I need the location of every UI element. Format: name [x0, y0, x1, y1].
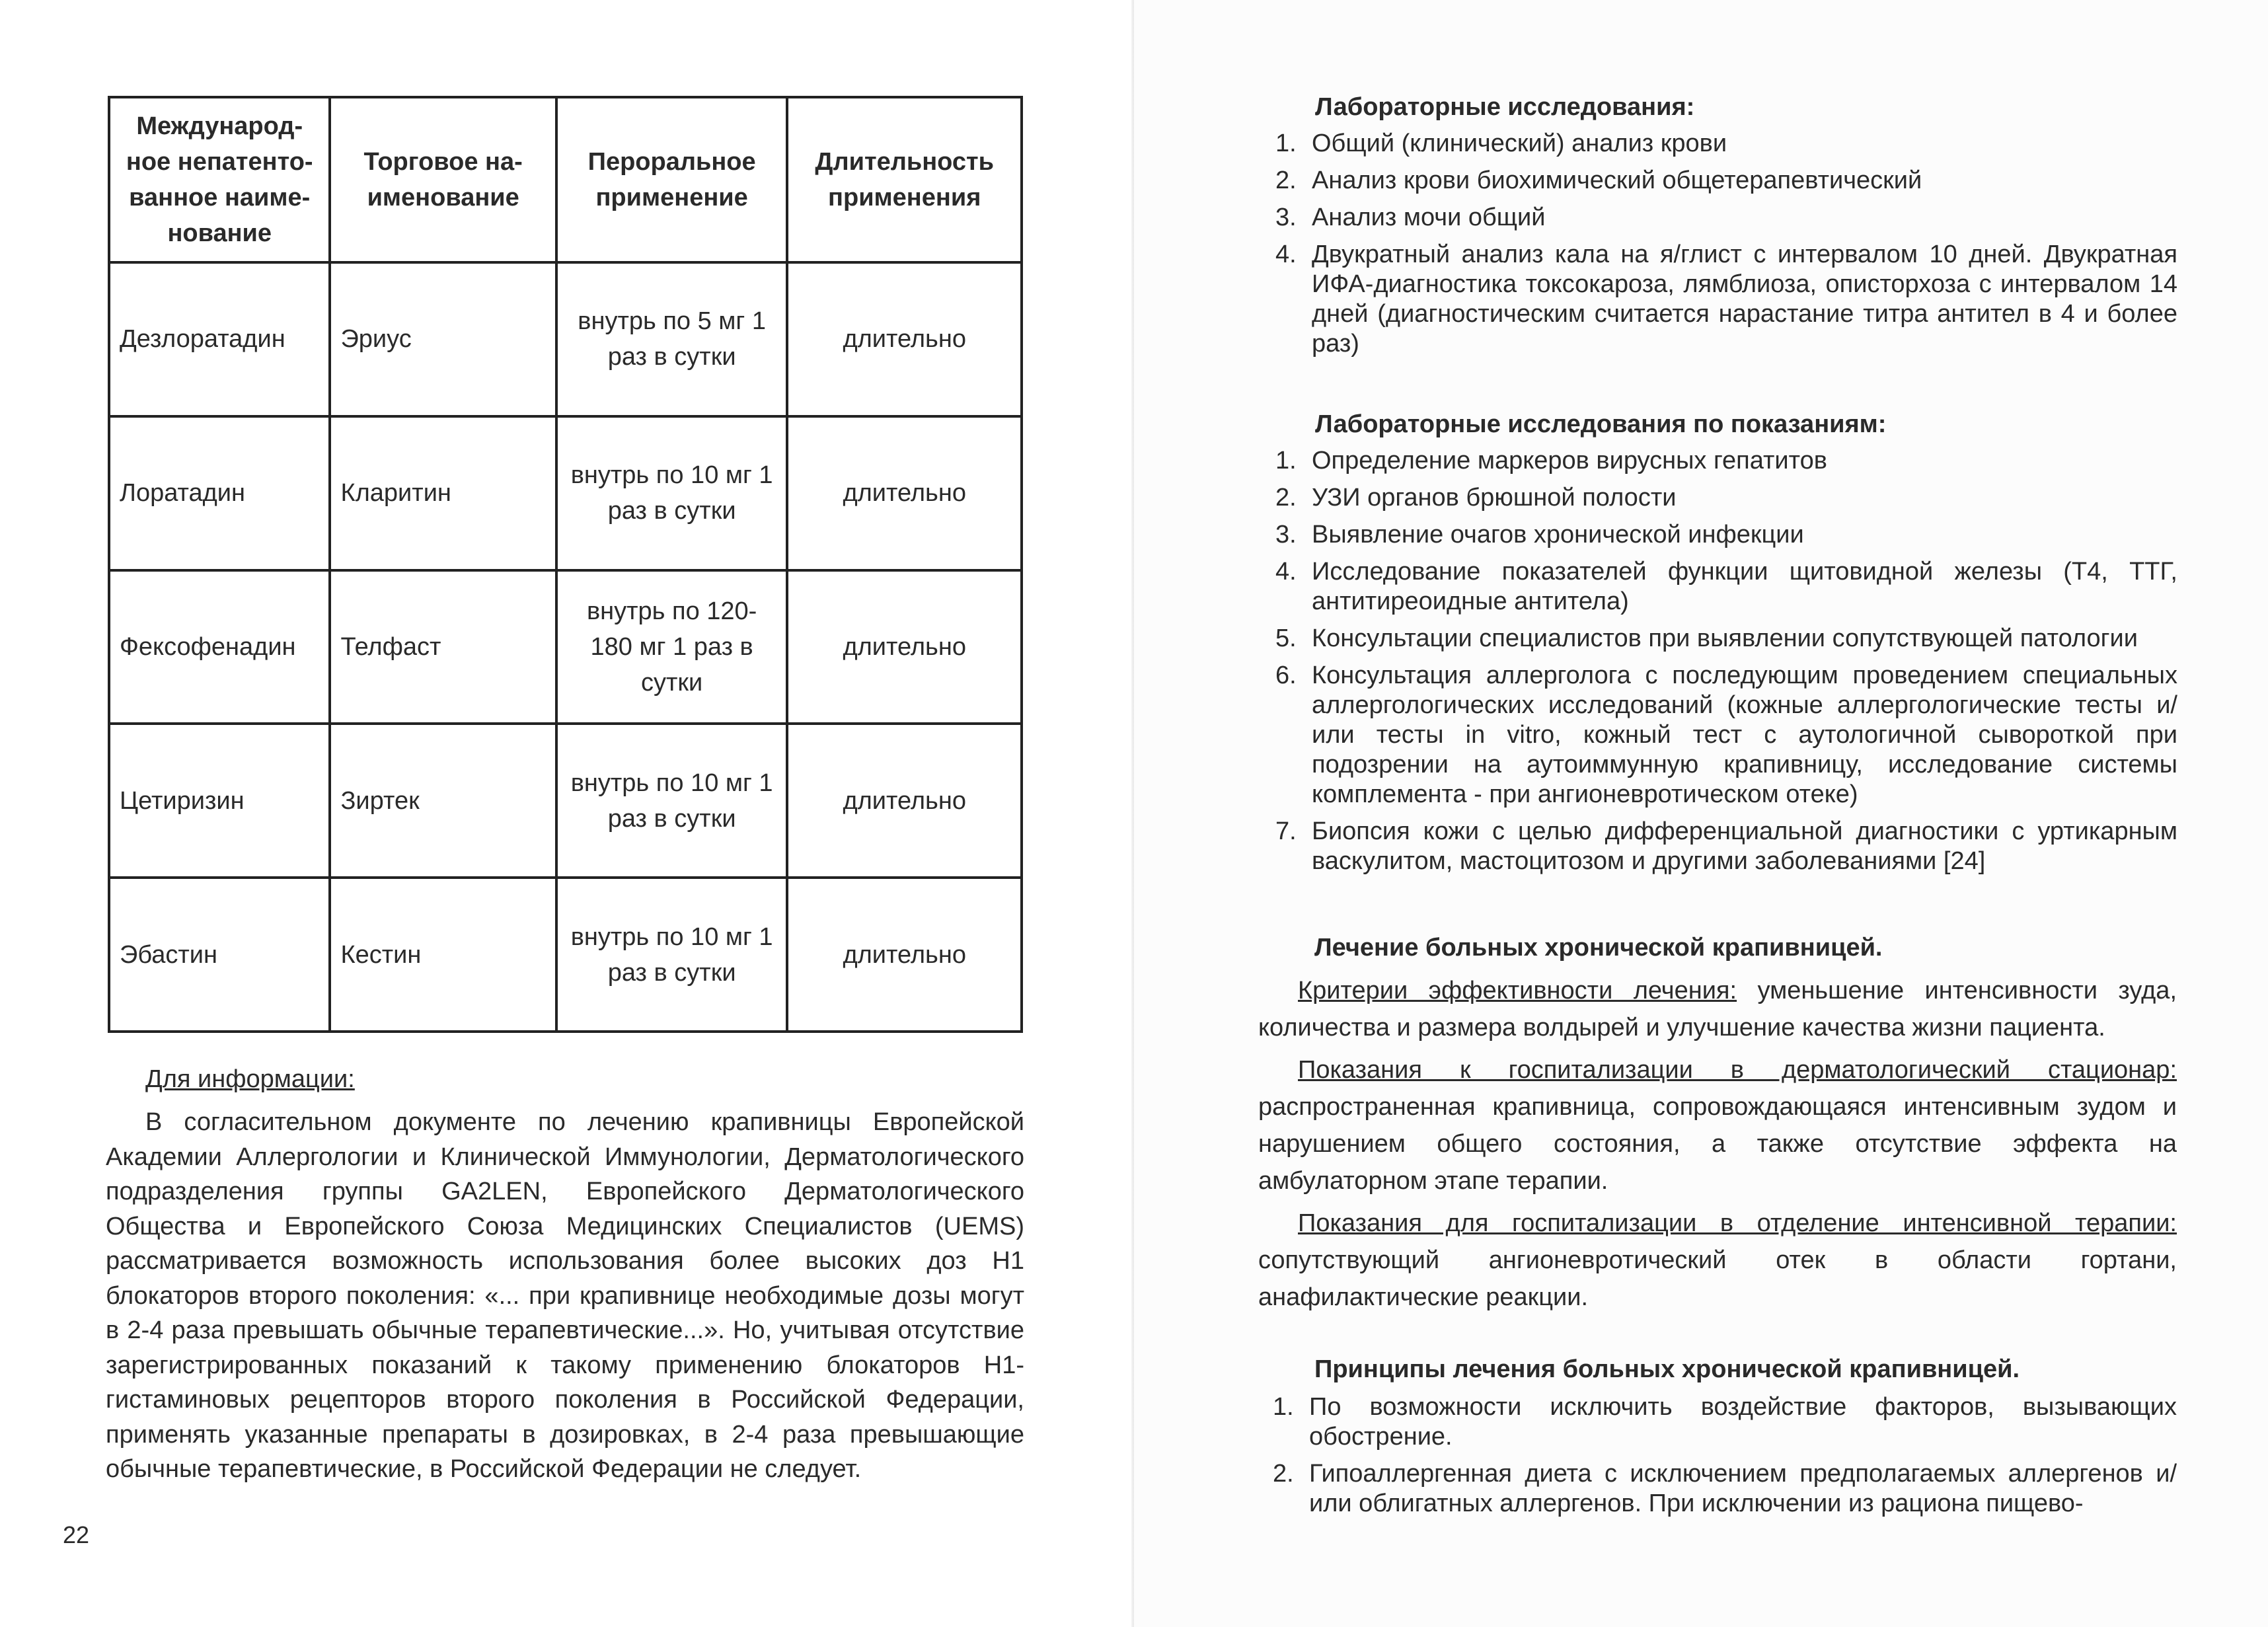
item-text: УЗИ органов брюшной полости [1312, 484, 1677, 511]
cell-duration: длительно [787, 262, 1022, 416]
table-row [109, 262, 1022, 416]
antihistamine-table [108, 96, 1023, 1033]
list-item [1275, 166, 2177, 196]
item-number: 7. [1275, 817, 1297, 845]
item-text: Выявление очагов хронической инфекции [1312, 521, 1804, 549]
item-number: 3. [1275, 204, 1297, 231]
item-text: Определение маркеров вирусных гепатитов [1312, 447, 1827, 474]
cell-oral: внутрь по 10 мг 1 раз в сутки [556, 724, 788, 878]
cell-duration: длительно [787, 724, 1022, 878]
item-text: Исследование показателей функции щитовидной железы (Т4, ТТГ, антитиреоидные антитела) [1312, 558, 2177, 615]
cell-duration: длительно [787, 878, 1022, 1032]
list-item [1275, 483, 2177, 513]
hospitalization-derm-label: Показания к госпитализации в дерматологический стационар: [1298, 1056, 2177, 1084]
cell-duration: длительно [787, 416, 1022, 570]
item-number: 6. [1275, 662, 1297, 689]
page-number-left: 22 [63, 1521, 90, 1548]
list-item [1275, 520, 2177, 550]
item-number: 2. [1275, 484, 1297, 511]
principles-section [1273, 1355, 2177, 1526]
item-text: Консультация аллерголога с последующим проведением специальных аллергологических исследований (кожные аллергологические тесты и/или тесты in vitro, кожный тест с аутологичной сывороткой при подозрении на аутоиммунную крапивницу, исследование системы комплемента - при ангионевротическом отеке) [1312, 662, 2177, 808]
hospitalization-derm-paragraph [1258, 1051, 2177, 1199]
treatment-title: Лечение больных хронической крапивницей. [1314, 934, 1883, 962]
item-number: 4. [1275, 558, 1297, 586]
list-item [1275, 817, 2177, 876]
list-item [1273, 1392, 2177, 1452]
list-item [1275, 446, 2177, 476]
item-number: 3. [1275, 521, 1297, 549]
principles-list [1273, 1392, 2177, 1519]
item-text: Гипоаллергенная диета с исключением предполагаемых аллергенов и/или облигатных аллергенов. При исключении из рациона пищево- [1309, 1460, 2177, 1517]
list-item [1275, 557, 2177, 617]
item-text: Анализ крови биохимический общетерапевтический [1312, 167, 1922, 194]
cell-trade: Кларитин [330, 416, 556, 570]
item-number: 2. [1273, 1460, 1294, 1488]
cell-oral: внутрь по 10 мг 1 раз в сутки [556, 878, 788, 1032]
cell-inn: Цетиризин [109, 724, 330, 878]
cell-duration: длительно [787, 570, 1022, 724]
effectiveness-paragraph [1258, 972, 2177, 1046]
cell-oral: внутрь по 120-180 мг 1 раз в сутки [556, 570, 788, 724]
effectiveness-text: уменьшение интенсивности зуда, количества и размера волдырей и улучшение качества жизни пациента. [1258, 977, 2177, 1041]
cell-oral: внутрь по 5 мг 1 раз в сутки [556, 262, 788, 416]
item-text: Двукратный анализ кала на я/глист с интервалом 10 дней. Двукратная ИФА-диагностика токсокароза, лямблиоза, описторхоза с интервалом 14 дней (диагностическим считается нарастание титра антител в 4 и более раз) [1312, 241, 2177, 358]
header-trade-name: Торговое на-именование [330, 97, 556, 262]
item-text: Анализ мочи общий [1312, 204, 1546, 231]
hospitalization-icu-label: Показания для госпитализации в отделение интенсивной терапии: [1298, 1209, 2177, 1237]
lab-title: Лабораторные исследования: [1315, 93, 1695, 121]
list-item [1275, 203, 2177, 233]
hospitalization-derm-text: распространенная крапивница, сопровождающаяся интенсивным зудом и нарушением общего состояния, а также отсутствие эффекта на амбулаторном этапе терапии. [1258, 1093, 2177, 1195]
cell-trade: Телфаст [330, 570, 556, 724]
lab-indications-list [1275, 446, 2177, 876]
table-row [109, 878, 1022, 1032]
header-duration: Длительность применения [787, 97, 1022, 262]
item-text: Биопсия кожи с целью дифференциальной диагностики с уртикарным васкулитом, мастоцитозом и другими заболеваниями [24] [1312, 817, 2177, 875]
lab-section [1275, 93, 2177, 366]
header-inn: Международ-ное непатенто-ванное наиме-нование [109, 97, 330, 262]
cell-inn: Эбастин [109, 878, 330, 1032]
hospitalization-icu-text: сопутствующий ангионевротический отек в области гортани, анафилактические реакции. [1258, 1246, 2177, 1311]
table-row [109, 724, 1022, 878]
cell-trade: Кестин [330, 878, 556, 1032]
effectiveness-label: Критерии эффективности лечения: [1298, 977, 1737, 1004]
list-item [1275, 129, 2177, 159]
header-oral: Пероральное применение [556, 97, 788, 262]
cell-inn: Дезлоратадин [109, 262, 330, 416]
lab-indications-section [1275, 410, 2177, 884]
item-number: 1. [1275, 447, 1297, 474]
item-number: 1. [1273, 1393, 1294, 1421]
info-title: Для информации: [145, 1065, 355, 1093]
item-text: По возможности исключить воздействие факторов, вызывающих обострение. [1309, 1393, 2177, 1451]
cell-inn: Фексофенадин [109, 570, 330, 724]
list-item [1275, 240, 2177, 359]
right-page [1134, 0, 2268, 1627]
list-item [1275, 661, 2177, 810]
cell-inn: Лоратадин [109, 416, 330, 570]
item-text: Консультации специалистов при выявлении сопутствующей патологии [1312, 624, 2138, 652]
list-item [1275, 624, 2177, 654]
list-item [1273, 1459, 2177, 1519]
cell-trade: Эриус [330, 262, 556, 416]
item-number: 2. [1275, 167, 1297, 194]
principles-title: Принципы лечения больных хронической крапивницей. [1314, 1355, 2020, 1383]
table-row [109, 570, 1022, 724]
item-text: Общий (клинический) анализ крови [1312, 130, 1727, 157]
item-number: 1. [1275, 130, 1297, 157]
item-number: 5. [1275, 624, 1297, 652]
cell-oral: внутрь по 10 мг 1 раз в сутки [556, 416, 788, 570]
lab-indications-title: Лабораторные исследования по показаниям: [1315, 410, 1887, 438]
hospitalization-icu-paragraph [1258, 1205, 2177, 1316]
item-number: 4. [1275, 241, 1297, 268]
table-row [109, 416, 1022, 570]
lab-list [1275, 129, 2177, 359]
table-header-row [109, 97, 1022, 262]
info-paragraph: В согласительном документе по лечению крапивницы Европейской Академии Аллергологии и Клинической Иммунологии, Дерматологического подразделения группы GA2LEN, Европейского Дерматологического Общества и Европейского Союза Медицинских Специалистов (UEMS) рассматривается возможность использования более высоких доз Н1 блокаторов второго поколения: «... при крапивнице необходимые дозы могут в 2-4 раза превышать обычные терапевтические...». Но, учитывая отсутствие зарегистрированных показаний к такому применению блокаторов Н1-гистаминовых рецепторов второго поколения в Российской Федерации, применять указанные препараты в дозировках, в 2-4 раза превышающие обычные терапевтические, в Российской Федерации не следует. [106, 1108, 1024, 1483]
cell-trade: Зиртек [330, 724, 556, 878]
treatment-section [1258, 933, 2177, 1316]
